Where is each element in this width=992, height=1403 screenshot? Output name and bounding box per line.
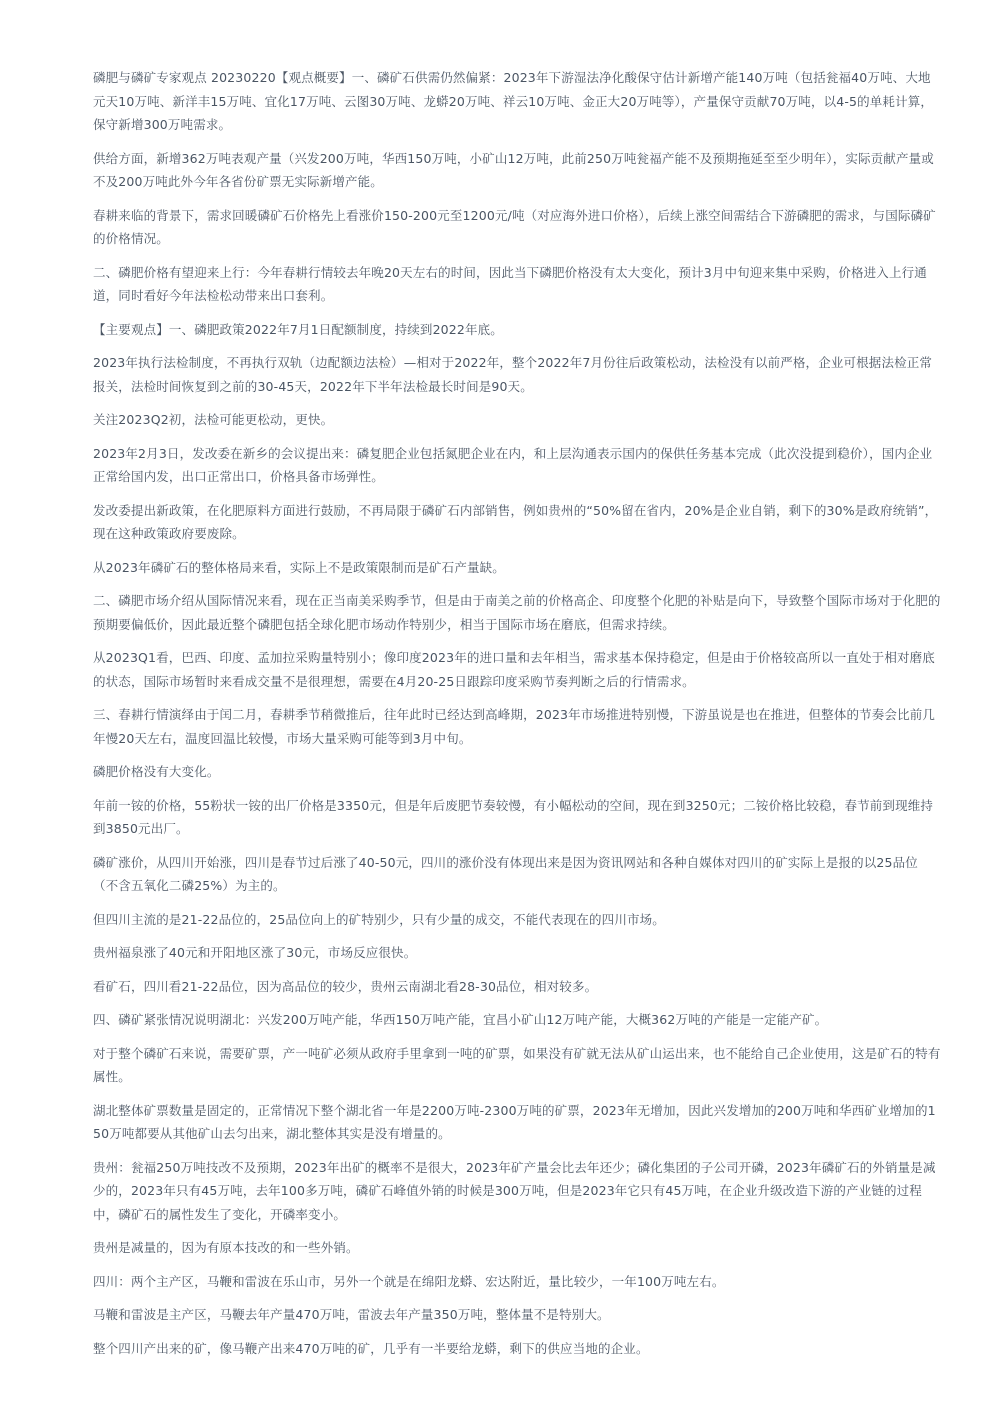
paragraph-international-market: 二、磷肥市场介绍从国际情况来看，现在正当南美采购季节，但是由于南美之前的价格高企、印度整个化肥的补贴是向下，导致整个国际市场对于化肥的预期要偏低价，因此最近整个磷肥包括全球化肥市场动作特别少，相当于国际市场在磨底，但需求持续。 (93, 593, 941, 632)
paragraph-2023-landscape: 从2023年磷矿石的整体格局来看，实际上不是政策限制而是矿石产量缺。 (93, 559, 505, 575)
paragraph-2023q1: 从2023Q1看，巴西、印度、孟加拉采购量特别小；像印度2023年的进口量和去年相当，需求基本保持稳定，但是由于价格较高所以一直处于相对磨底的状态，国际市场暂时来看成交量不是很理想，需要在4月20-25日跟踪印度采购节奏判断之后的行情需求。 (93, 650, 935, 689)
paragraph-ore-grade: 看矿石，四川看21-22品位，因为高品位的较少，贵州云南湖北看28-30品位，相对较多。 (93, 978, 598, 994)
paragraph-main-views-policy: 【主要观点】一、磷肥政策2022年7月1日配额制度，持续到2022年底。 (93, 321, 503, 337)
paragraph-mining-tickets: 对于整个磷矿石来说，需要矿票，产一吨矿必须从政府手里拿到一吨的矿票，如果没有矿就无法从矿山运出来，也不能给自己企业使用，这是矿石的特有属性。 (93, 1045, 941, 1084)
paragraph-spring-farming: 三、春耕行情演绎由于闰二月，春耕季节稍微推后，往年此时已经达到高峰期，2023年市场推进特别慢，下游虽说是也在推进，但整体的节奏会比前几年慢20天左右，温度回温比较慢，市场大量采购可能等到3月中旬。 (93, 707, 936, 746)
paragraph-map-dap-prices: 年前一铵的价格，55粉状一铵的出厂价格是3350元，但是年后废肥节奏较慢，有小幅松动的空间，现在到3250元；二铵价格比较稳，春节前到现维持到3850元出厂。 (93, 797, 934, 836)
paragraph-guizhou-rise: 贵州福泉涨了40元和开阳地区涨了30元，市场反应很快。 (93, 945, 417, 960)
paragraph-supply: 供给方面，新增362万吨表观产量（兴发200万吨，华西150万吨，小矿山12万吨，此前250万吨瓮福产能不及预期拖延至至少明年），实际贡献产量或不及200万吨此外今年各省份矿票无实际新增产能。 (93, 150, 934, 189)
paragraph-guizhou-decrease: 贵州是减量的，因为有原本技改的和一些外销。 (93, 1240, 359, 1255)
paragraph-guizhou-supply: 贵州：瓮福250万吨技改不及预期，2023年出矿的概率不是很大，2023年矿产量会比去年还少；磷化集团的子公司开磷，2023年磷矿石的外销量是减少的，2023年只有45万吨，去年100多万吨，磷矿石峰值外销的时候是300万吨，但是2023年它只有45万吨，在企业升级改造下游的产业链的过程中，磷矿石的属性发生了变化，开磷率变小。 (93, 1159, 936, 1222)
paragraph-sichuan-regions: 四川：两个主产区，马鞭和雷波在乐山市，另外一个就是在绵阳龙蟒、宏达附近，量比较少，一年100万吨左右。 (93, 1273, 725, 1289)
paragraph-sichuan-grade: 但四川主流的是21-22品位的，25品位向上的矿特别少，只有少量的成交，不能代表现在的四川市场。 (93, 911, 665, 927)
paragraph-ndrc-meeting: 2023年2月3日，发改委在新乡的会议提出来：磷复肥企业包括氮肥企业在内，和上层沟通表示国内的保供任务基本完成（此次没提到稳价），国内企业正常给国内发，出口正常出口，价格具备市场弹性。 (93, 445, 933, 484)
paragraph-fertilizer-price-outlook: 二、磷肥价格有望迎来上行：今年春耕行情较去年晚20天左右的时间，因此当下磷肥价格没有太大变化，预计3月中旬迎来集中采购，价格进入上行通道，同时看好今年法检松动带来出口套利。 (93, 264, 927, 303)
paragraph-mabian-leibo: 马鞭和雷波是主产区，马鞭去年产量470万吨，雷波去年产量350万吨，整体量不是特别大。 (93, 1307, 610, 1322)
paragraph-spring-demand: 春耕来临的背景下，需求回暖磷矿石价格先上看涨价150-200元至1200元/吨（对应海外进口价格），后续上涨空间需结合下游磷肥的需求，与国际磷矿的价格情况。 (93, 207, 936, 246)
paragraph-q2-focus: 关注2023Q2初，法检可能更松动，更快。 (93, 412, 334, 427)
paragraph-sichuan-rise: 磷矿涨价，从四川开始涨，四川是春节过后涨了40-50元，四川的涨价没有体现出来是因为资讯网站和各种自媒体对四川的矿实际上是报的以25品位（不含五氧化二磷25%）为主的。 (93, 854, 918, 893)
paragraph-hubei-quota: 湖北整体矿票数量是固定的，正常情况下整个湖北省一年是2200万吨-2300万吨的矿票，2023年无增加，因此兴发增加的200万吨和华西矿业增加的150万吨都要从其他矿山去匀出来，湖北整体其实是没有增量的。 (93, 1102, 936, 1141)
paragraph-sichuan-distribution: 整个四川产出来的矿，像马鞭产出来470万吨的矿，几乎有一半要给龙蟒，剩下的供应当地的企业。 (93, 1340, 649, 1356)
paragraph-hubei-tension: 四、磷矿紧张情况说明湖北：兴发200万吨产能，华西150万吨产能，宜昌小矿山12万吨产能，大概362万吨的产能是一定能产矿。 (93, 1012, 828, 1027)
paragraph-price-stable: 磷肥价格没有大变化。 (93, 764, 220, 779)
paragraph-legal-inspection: 2023年执行法检制度，不再执行双轨（边配额边法检）—相对于2022年，整个2022年7月份往后政策松动，法检没有以前严格，企业可根据法检正常报关，法检时间恢复到之前的30-45天，2022年下半年法检最长时间是90天。 (93, 355, 933, 394)
paragraph-summary-intro: 磷肥与磷矿专家观点 20230220【观点概要】一、磷矿石供需仍然偏紧：2023年下游湿法净化酸保守估计新增产能140万吨（包括瓮福40万吨、大地元天10万吨、新洋丰15万吨、宜化17万吨、云图30万吨、龙蟒20万吨、祥云10万吨、金正大20万吨等），产量保守贡献70万吨，以4-5的单耗计算，保守新增300万吨需求。 (93, 70, 934, 132)
paragraph-new-policy: 发改委提出新政策，在化肥原料方面进行鼓励，不再局限于磷矿石内部销售，例如贵州的“50%留在省内，20%是企业自销，剩下的30%是政府统销”，现在这种政策政府要废除。 (93, 502, 938, 541)
document-body (93, 66, 943, 1370)
